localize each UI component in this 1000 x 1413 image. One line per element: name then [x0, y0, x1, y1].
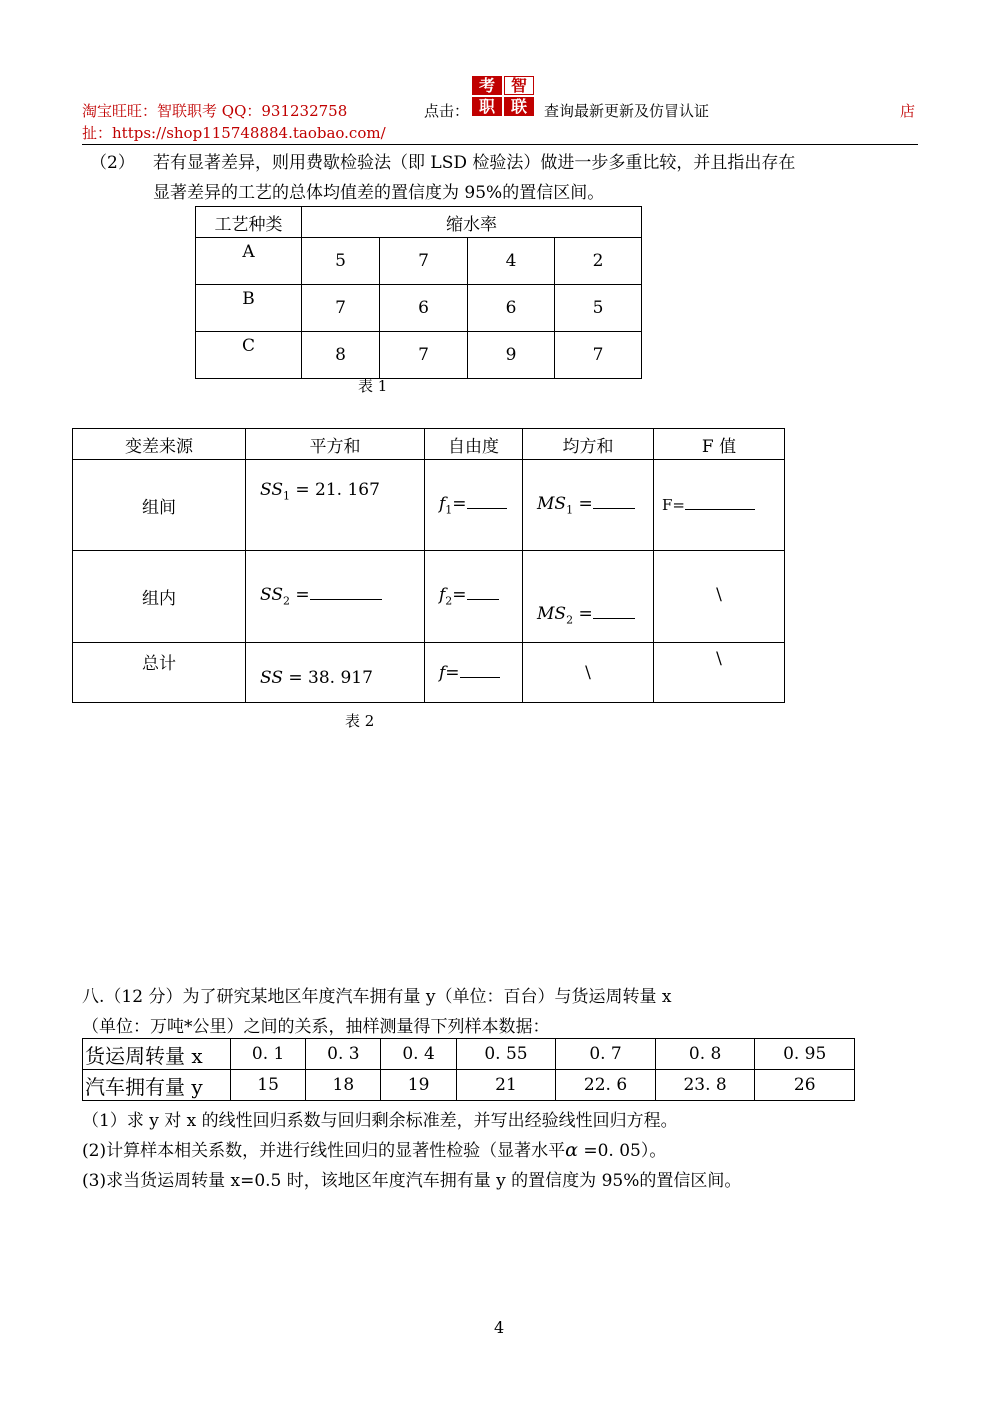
cell: 7 — [302, 285, 380, 332]
alpha-symbol: α — [565, 1139, 578, 1161]
brand-logo[interactable] — [472, 76, 534, 116]
f2-symbol: $f_2$ — [439, 585, 453, 608]
f-blank[interactable] — [460, 677, 500, 678]
q8-line1: 八.（12 分）为了研究某地区年度汽车拥有量 y（单位：百台）与货运周转量 x — [82, 987, 672, 1007]
table2-caption: 表 2 — [345, 712, 375, 730]
f2-blank[interactable] — [467, 599, 499, 600]
f1-blank[interactable] — [467, 508, 507, 509]
cell: 4 — [468, 238, 555, 285]
f1-symbol: $f_1$ — [439, 493, 453, 517]
backslash-cell: \ — [654, 551, 785, 643]
y-value: 18 — [306, 1070, 381, 1101]
header-ms: 均方和 — [523, 429, 654, 460]
q8-sub1: （1）求 y 对 x 的线性回归系数与回归剩余标准差，并写出经验线性回归方程。 — [82, 1111, 678, 1131]
shop-info: 淘宝旺旺：智联职考 QQ：931232758 — [82, 102, 348, 120]
y-value: 23. 8 — [655, 1070, 755, 1101]
logo-char: 考 — [472, 76, 502, 95]
query-text[interactable]: 查询最新更新及仿冒认证 — [544, 102, 710, 120]
row-total: 总计 — [73, 643, 246, 703]
logo-char: 职 — [472, 97, 502, 116]
ms2-cell: $MS_2$ = — [523, 551, 654, 643]
ms2-blank[interactable] — [593, 618, 635, 619]
backslash-cell: \ — [654, 643, 785, 703]
logo-char: 联 — [504, 97, 534, 116]
header-ss: 平方和 — [246, 429, 425, 460]
ss-symbol: SS — [260, 668, 283, 688]
cell: 2 — [555, 238, 642, 285]
table-row — [196, 238, 642, 285]
header-rate: 缩水率 — [302, 207, 642, 238]
f-symbol: f — [439, 662, 446, 683]
F-blank[interactable] — [685, 509, 755, 510]
cell: 6 — [380, 285, 468, 332]
cell: 5 — [302, 238, 380, 285]
header-source: 变差来源 — [73, 429, 246, 460]
store-char: 店 — [900, 102, 916, 120]
f-total-cell: f= — [425, 643, 523, 703]
q8-sub3: (3)求当货运周转量 x=0.5 时，该地区年度汽车拥有量 y 的置信度为 95%的置信区间。 — [82, 1171, 742, 1191]
x-value: 0. 7 — [556, 1039, 656, 1070]
address-label: 扯： — [82, 124, 113, 142]
ss1-symbol: $SS_1$ — [260, 480, 290, 503]
address-line — [82, 122, 386, 143]
cell: 6 — [468, 285, 555, 332]
part2-number: （2） — [90, 153, 135, 173]
table-row — [73, 460, 785, 551]
header-df: 自由度 — [425, 429, 523, 460]
row-label: C — [196, 332, 302, 379]
ms1-blank[interactable] — [593, 508, 635, 509]
anova-table — [72, 428, 785, 703]
table-row — [196, 332, 642, 379]
f-value-cell: F= — [654, 460, 785, 551]
ss2-cell: $SS_2$ = — [246, 551, 425, 643]
cell: 5 — [555, 285, 642, 332]
backslash-cell: \ — [523, 643, 654, 703]
x-value: 0. 4 — [381, 1039, 456, 1070]
table-row — [73, 551, 785, 643]
y-value: 19 — [381, 1070, 456, 1101]
page-number: 4 — [494, 1318, 505, 1337]
click-label: 点击： — [424, 102, 470, 120]
x-value: 0. 95 — [755, 1039, 855, 1070]
cell: 7 — [380, 238, 468, 285]
table-row — [196, 285, 642, 332]
y-value: 26 — [755, 1070, 855, 1101]
row-label: A — [196, 238, 302, 285]
y-label: 汽车拥有量 y — [83, 1070, 231, 1101]
part2-line2: 显著差异的工艺的总体均值差的置信度为 95%的置信区间。 — [153, 183, 605, 203]
ss1-cell — [246, 460, 425, 551]
ms1-cell: $MS_1$ = — [523, 460, 654, 551]
f2-cell: $f_2=$ — [425, 551, 523, 643]
table-row — [73, 643, 785, 703]
y-value: 15 — [231, 1070, 306, 1101]
ms1-symbol: $MS_1$ — [537, 493, 574, 517]
logo-char: 智 — [504, 76, 534, 95]
sample-data-table — [82, 1038, 855, 1101]
f1-cell: $f_1=$ — [425, 460, 523, 551]
ss-total-cell — [246, 643, 425, 703]
y-value: 22. 6 — [556, 1070, 656, 1101]
header-type: 工艺种类 — [196, 207, 302, 238]
cell: 9 — [468, 332, 555, 379]
x-value: 0. 1 — [231, 1039, 306, 1070]
row-label: B — [196, 285, 302, 332]
part2-line1: 若有显著差异，则用费歇检验法（即 LSD 检验法）做进一步多重比较，并且指出存在 — [153, 153, 796, 173]
header-f: F 值 — [654, 429, 785, 460]
q8-line2: （单位：万吨*公里）之间的关系，抽样测量得下列样本数据： — [82, 1017, 550, 1037]
cell: 8 — [302, 332, 380, 379]
x-value: 0. 8 — [655, 1039, 755, 1070]
ss2-symbol: $SS_2$ — [260, 585, 290, 608]
ss2-blank[interactable] — [310, 599, 382, 600]
cell: 7 — [555, 332, 642, 379]
x-value: 0. 55 — [456, 1039, 556, 1070]
table1-caption: 表 1 — [358, 377, 388, 395]
cell: 7 — [380, 332, 468, 379]
q8-sub2: (2)计算样本相关系数，并进行线性回归的显著性检验（显著水平α =0. 05）。 — [82, 1139, 667, 1161]
ss-total-value: = 38. 917 — [288, 668, 373, 688]
table-row — [83, 1070, 855, 1101]
x-label: 货运周转量 x — [83, 1039, 231, 1070]
row-within: 组内 — [73, 551, 246, 643]
header-rule — [82, 144, 918, 145]
shrinkage-table — [195, 206, 642, 379]
ss1-value: = 21. 167 — [295, 480, 380, 500]
shop-link[interactable]: https://shop115748884.taobao.com/ — [112, 124, 386, 142]
ms2-symbol: $MS_2$ — [537, 603, 574, 626]
table-row — [83, 1039, 855, 1070]
x-value: 0. 3 — [306, 1039, 381, 1070]
y-value: 21 — [456, 1070, 556, 1101]
row-between: 组间 — [73, 460, 246, 551]
